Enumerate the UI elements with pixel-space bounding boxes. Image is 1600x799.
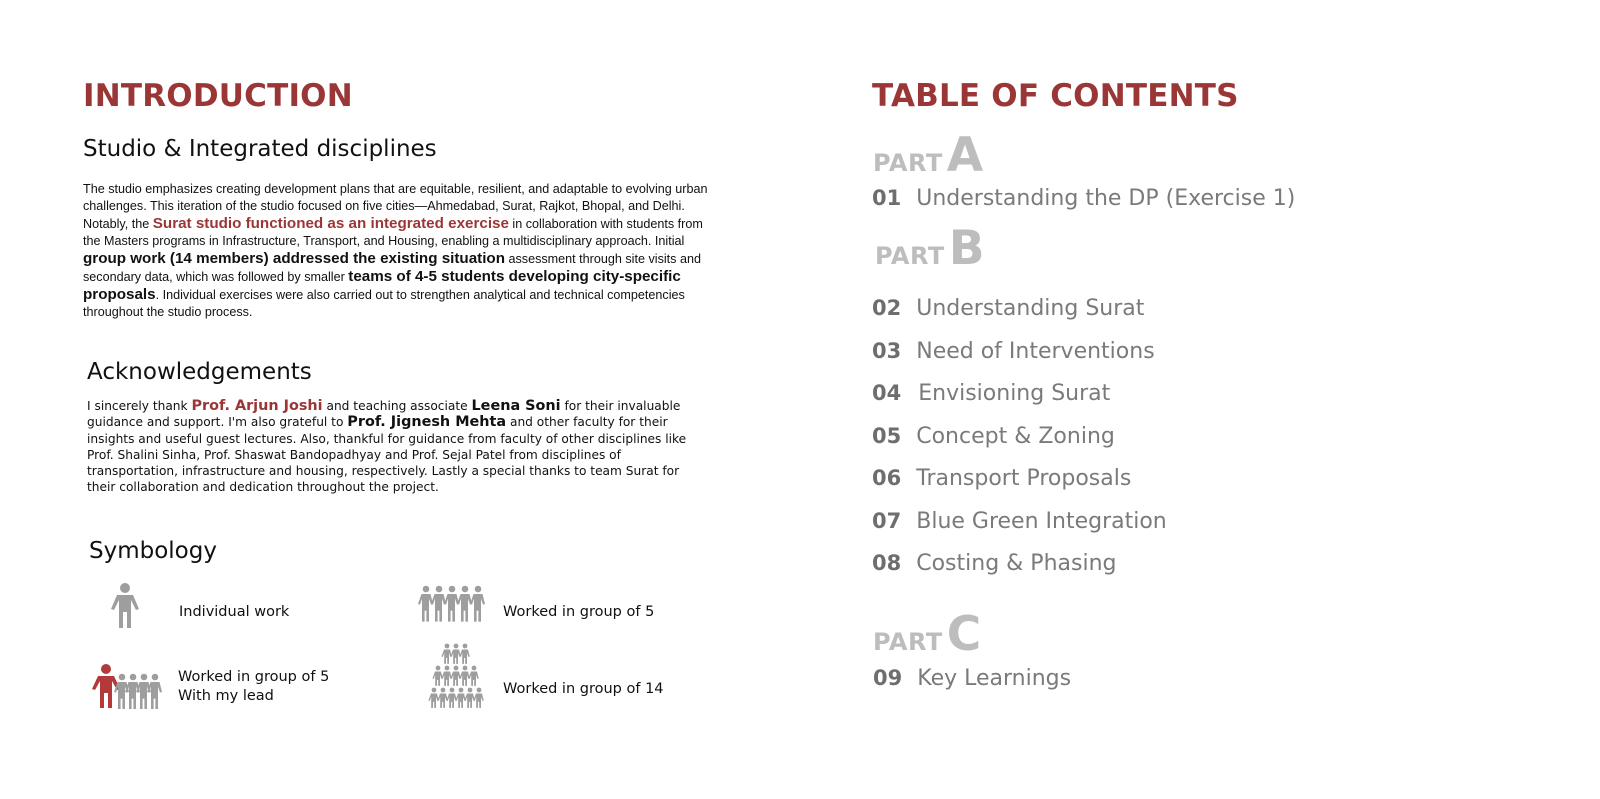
lead-label-line1: Worked in group of 5	[178, 669, 330, 685]
individual-person-icon	[105, 582, 145, 628]
ack-text-2: and teaching associate	[322, 399, 472, 413]
lead-label-line2: With my lead	[178, 688, 274, 704]
group-of-fourteen-icon	[428, 643, 488, 709]
toc-item-08[interactable]	[872, 551, 1116, 576]
toc-item-09[interactable]	[873, 666, 1071, 691]
ack-text-1: I sincerely thank	[87, 399, 192, 413]
toc-title: Need of Interventions	[916, 339, 1155, 364]
toc-item-07[interactable]	[872, 509, 1167, 534]
toc-num: 07	[872, 509, 902, 533]
part-c-letter: C	[946, 607, 982, 662]
symbology-group5-label: Worked in group of 5	[503, 604, 655, 620]
part-b-word: PART	[875, 242, 945, 270]
toc-item-01[interactable]	[872, 186, 1295, 211]
ack-text-3: for their invaluable guidance and support. I'm also grateful to	[87, 399, 681, 430]
part-a-letter: A	[946, 128, 984, 183]
intro-bold-2: teams of 4-5 students developing city-specific proposals	[83, 268, 681, 303]
toc-title: Transport Proposals	[916, 466, 1132, 491]
toc-item-05[interactable]	[872, 424, 1115, 449]
symbology-lead-label	[178, 668, 329, 706]
ack-text-4: and other faculty for their insights and useful guest lectures. Also, thankful for guidance from faculty of other disciplines like Prof. Shalini Sinha, Prof. Shaswat Bandopadhyay and Prof. Sejal Patel from disciplines of transportation, infrastructure and housing, respectively. Lastly a special thanks to team Surat for their collaboration and dedication throughout the project.	[87, 415, 687, 495]
toc-item-03[interactable]	[872, 339, 1155, 364]
toc-num: 08	[872, 551, 902, 575]
intro-text-1: The studio emphasizes creating development plans that are equitable, resilient, and adaptable to evolving urban challenges. This iteration of the studio focused on five cities—Ahmedabad, Surat, Rajkot, Bhopal, and Delhi. Notably, the	[83, 182, 708, 231]
toc-title: Costing & Phasing	[916, 551, 1117, 576]
toc-num: 09	[873, 666, 903, 690]
ack-bold-1: Leena Soni	[471, 398, 561, 414]
toc-title: Concept & Zoning	[916, 424, 1115, 449]
acknowledgements-heading: Acknowledgements	[87, 359, 312, 385]
toc-title: Key Learnings	[917, 666, 1072, 691]
toc-title: Envisioning Surat	[918, 381, 1111, 406]
intro-text-3: assessment through site visits and secondary data, which was followed by smaller	[83, 252, 701, 284]
ack-highlight: Prof. Arjun Joshi	[191, 398, 323, 414]
intro-paragraph	[83, 181, 708, 321]
toc-item-04[interactable]	[872, 381, 1110, 406]
part-a-label	[873, 128, 983, 183]
intro-text-2: in collaboration with students from the Masters programs in Infrastructure, Transport, and Housing, enabling a multidisciplinary approach. Initial	[83, 217, 703, 248]
toc-title: Understanding Surat	[916, 296, 1145, 321]
part-c-label	[873, 607, 981, 662]
toc-item-02[interactable]	[872, 296, 1144, 321]
intro-bold-1: group work (14 members) addressed the existing situation	[83, 250, 505, 267]
part-b-letter: B	[948, 221, 985, 276]
intro-highlight: Surat studio functioned as an integrated exercise	[152, 215, 509, 232]
symbology-heading: Symbology	[89, 538, 217, 564]
toc-item-06[interactable]	[872, 466, 1131, 491]
symbology-individual-label: Individual work	[179, 604, 290, 620]
group-of-five-icon	[418, 585, 488, 625]
toc-num: 01	[872, 186, 902, 210]
toc-num: 04	[872, 381, 902, 405]
toc-num: 02	[872, 296, 902, 320]
symbology-group14-label: Worked in group of 14	[503, 681, 664, 697]
toc-heading: TABLE OF CONTENTS	[872, 78, 1239, 114]
intro-text-4: . Individual exercises were also carried out to strengthen analytical and technical competencies throughout the studio process.	[83, 288, 685, 319]
toc-title: Understanding the DP (Exercise 1)	[916, 186, 1296, 211]
introduction-heading: INTRODUCTION	[83, 78, 353, 114]
ack-bold-2: Prof. Jignesh Mehta	[347, 414, 507, 431]
toc-num: 05	[872, 424, 902, 448]
toc-title: Blue Green Integration	[916, 509, 1167, 534]
acknowledgements-paragraph	[87, 398, 697, 496]
part-a-word: PART	[873, 149, 943, 177]
toc-num: 06	[872, 466, 902, 490]
group-of-five-lead-icon	[92, 663, 168, 709]
part-c-word: PART	[873, 628, 943, 656]
part-b-label	[875, 221, 985, 276]
toc-num: 03	[872, 339, 902, 363]
studio-heading: Studio & Integrated disciplines	[83, 136, 437, 162]
lead-person-icon	[92, 664, 120, 708]
